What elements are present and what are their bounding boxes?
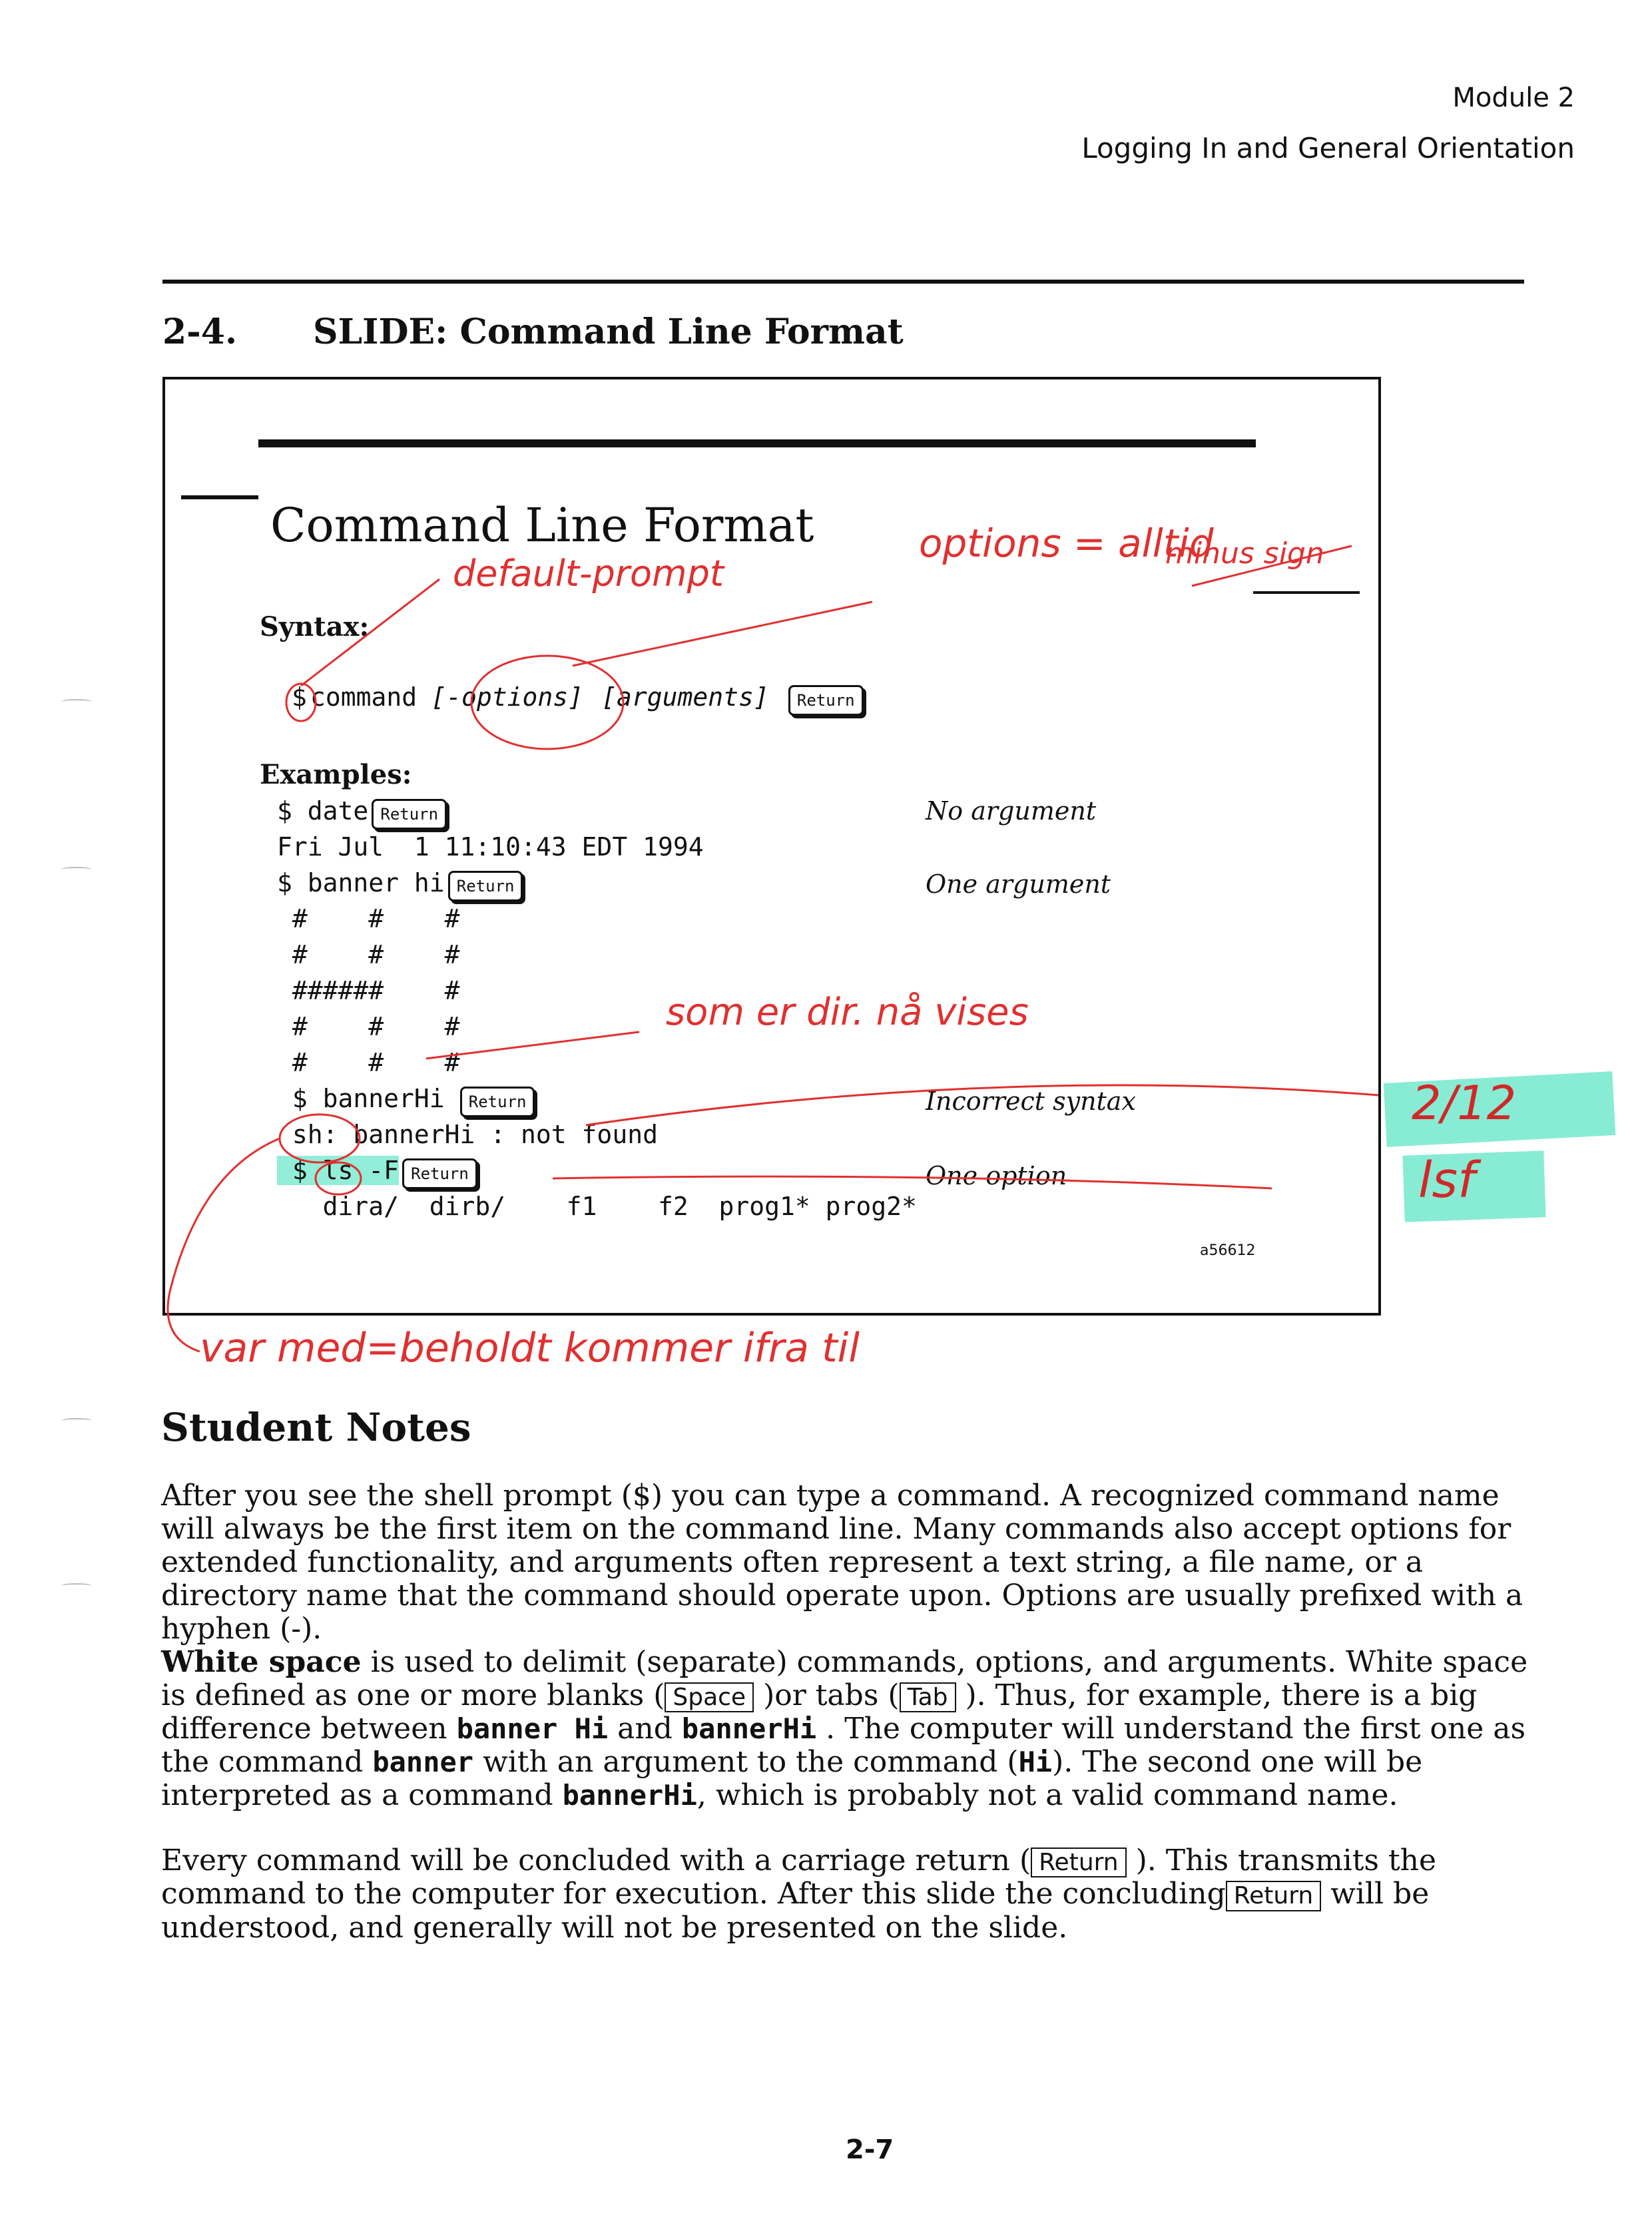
syntax-label: Syntax: [260, 611, 370, 642]
student-notes-paragraph-2: White space is used to delimit (separate) commands, options, and arguments. White space is defined as one or more blanks ( Space )or tabs ( Tab ). Thus, for example, there is a big difference between banner Hi and bannerHi . The computer will understand the first one as the command banner with an argument to the command (Hi). The second one will be interpreted as a command bannerHi, which is probably not a valid command name. [161, 1645, 1528, 1813]
module-label: Module 2 [1452, 83, 1575, 113]
example-line: $ banner hi Return [277, 868, 917, 904]
return-key: Return [402, 1158, 477, 1189]
section-title: SLIDE: Command Line Format [313, 312, 904, 352]
banner-line: # # # [277, 1012, 460, 1041]
syntax-arguments: [arguments] [601, 682, 769, 712]
margin-note-1: 2/12 [1412, 1076, 1517, 1130]
note-one-argument: One argument [926, 869, 1111, 899]
note-default-prompt: default-prompt [453, 553, 724, 595]
banner-line: # # # [277, 904, 460, 933]
space-key: Space [665, 1682, 754, 1712]
module-subtitle: Logging In and General Orientation [1081, 132, 1575, 164]
banner-line: # # # [277, 940, 460, 969]
options-pointer [573, 602, 872, 666]
student-notes-paragraph-3: Every command will be concluded with a carriage return ( Return ). This transmits the command to the computer for execution. After this slide the concluding Return will be understood, and generally will not be presented on the slide. [161, 1844, 1437, 1945]
return-key: Return [788, 685, 864, 716]
binder-mark [61, 1583, 92, 1589]
note-dir-shown: som er dir. nå vises [666, 991, 1029, 1034]
note-incorrect-syntax: Incorrect syntax [926, 1087, 1136, 1116]
margin-bracket [168, 1138, 280, 1352]
binder-mark [61, 867, 92, 872]
incorrect-line [586, 1085, 1378, 1125]
ls-circle [316, 1162, 361, 1194]
note-one-option: One option [926, 1161, 1067, 1190]
binder-mark [61, 1418, 92, 1423]
option-line [553, 1176, 1272, 1188]
student-notes-heading: Student Notes [161, 1405, 471, 1450]
note-minus-sign: minus sign [1165, 537, 1324, 571]
page-number: 2-7 [846, 2134, 894, 2165]
slide-title: Command Line Format [270, 498, 814, 553]
binder-mark [61, 699, 92, 704]
section-number: 2-4. [162, 312, 238, 352]
return-key: Return [1031, 1848, 1126, 1877]
example-line: $ date Return [277, 796, 917, 832]
syntax-prompt: $ [292, 682, 307, 712]
prompt-circle [286, 684, 316, 721]
return-key: Return [448, 871, 523, 901]
example-line: sh: bannerHi : not found [277, 1120, 658, 1149]
slide-code: a56612 [1200, 1242, 1256, 1259]
syntax-command: command [310, 682, 417, 712]
dir-pointer [426, 1032, 639, 1059]
margin-note-2: lsf [1418, 1152, 1476, 1209]
banner-line: ###### # [277, 976, 460, 1005]
return-key: Return [460, 1087, 535, 1117]
banner-line: # # # [277, 1048, 460, 1077]
syntax-options: [-options] [431, 682, 584, 712]
example-line: Fri Jul 1 11:10:43 EDT 1994 [277, 832, 704, 862]
tab-key: Tab [900, 1682, 956, 1712]
note-options-always: options = alltid [919, 521, 1214, 566]
example-line: dira/ dirb/ f1 f2 prog1* prog2* [277, 1192, 917, 1221]
examples-label: Examples: [260, 759, 412, 790]
note-no-argument: No argument [926, 796, 1097, 826]
note-bottom: var med=beholdt kommer ifra til [200, 1325, 860, 1371]
sh-circle [280, 1114, 360, 1162]
return-key: Return [372, 799, 447, 830]
student-notes-paragraph-1: After you see the shell prompt ($) you can type a command. A recognized command name will always be the first item on the command line. Many commands also accept options for extended functionality, and arguments often represent a text string, a file name, or a directory name that the command should operate upon. Options are usually prefixed with a hyphen (-). [161, 1479, 1523, 1646]
options-circle [471, 656, 623, 749]
example-line: $ ls -F Return [277, 1156, 917, 1192]
example-line: $ bannerHi Return [277, 1084, 917, 1120]
prompt-pointer [301, 579, 439, 686]
return-key: Return [1226, 1881, 1321, 1911]
